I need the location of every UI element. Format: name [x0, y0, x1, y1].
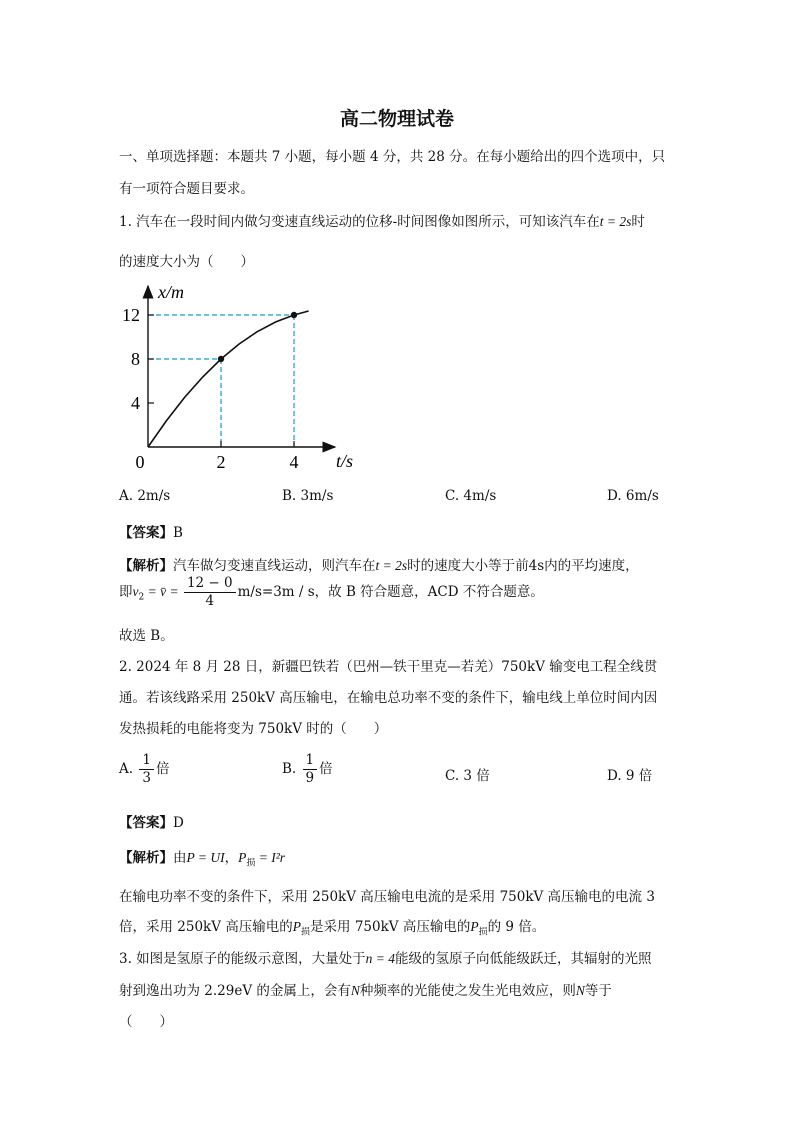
q1-analysis-line2	[119, 575, 544, 610]
q1-answer	[119, 521, 183, 541]
fraction-denominator: 4	[205, 593, 215, 609]
q2-analysis-para1: 在输电功率不变的条件下，采用 250kV 高压输电电流的是采用 750kV 高压输电的电流 3	[119, 889, 655, 905]
para2-text-a: 倍，采用 250kV 高压输电的	[119, 919, 293, 935]
power-equation: P = UI	[186, 850, 225, 865]
para2-subscript: 损	[301, 927, 311, 938]
analysis-text: 汽车做匀变速直线运动，则汽车在	[173, 558, 376, 574]
para2-p-symbol-2: P	[470, 919, 479, 934]
q1-stem-text: 1. 汽车在一段时间内做匀变速直线运动的位移-时间图像如图所示，可知该汽车在	[119, 214, 600, 230]
x-axis-label: t/s	[336, 451, 354, 471]
equation-result: m/s=3m / s	[237, 584, 315, 600]
analysis-prefix: 即	[119, 584, 133, 600]
q2-stem-line1: 2. 2024 年 8 月 28 日，新疆巴铁若（巴州—铁干里克—若羌）750kV 输变电工程全线贯	[119, 659, 658, 675]
q1-t-expression: t = 2s	[599, 214, 632, 229]
para2-subscript-2: 损	[478, 927, 488, 938]
loss-power-symbol: P	[238, 850, 247, 865]
para2-p-symbol: P	[292, 919, 302, 934]
x-tick-label: 4	[289, 452, 299, 472]
answer-value: B	[173, 525, 183, 541]
v2-symbol: v	[132, 584, 139, 599]
analysis-label: 【解析】	[119, 850, 173, 866]
answer-label: 【答案】	[119, 525, 173, 541]
q3-text-c: 射到逸出功为 2.29eV 的金属上，会有	[119, 983, 351, 999]
q3-text-b: 能级的氢原子向低能级跃迁，其辐射的光照	[395, 951, 652, 967]
v2-subscript: 2	[138, 592, 145, 603]
page-title: 高二物理试卷	[339, 108, 454, 130]
q3-n-symbol-2: N	[575, 983, 585, 998]
xt-curve	[148, 311, 309, 447]
analysis-prefix: 由	[173, 850, 187, 866]
loss-equation: = I²r	[255, 850, 286, 865]
option-b-den: 9	[305, 770, 315, 786]
q2-option-c[interactable]: C. 3 倍	[445, 768, 490, 784]
y-tick-label: 4	[131, 393, 140, 413]
analysis-label: 【解析】	[119, 558, 173, 574]
answer-label: 【答案】	[119, 815, 173, 831]
q2-stem-line3: 发热损耗的电能将变为 750kV 时的（ ）	[119, 721, 388, 737]
y-tick-label: 8	[131, 349, 140, 369]
q2-stem-line2: 通。若该线路采用 250kV 高压输电，在输电总功率不变的条件下，输电线上单位时间内因	[119, 690, 658, 706]
q1-option-a[interactable]: A. 2m/s	[119, 488, 171, 504]
loss-subscript: 损	[246, 858, 256, 869]
q3-stem-line3: （ ）	[119, 1014, 173, 1030]
velocity-fraction	[184, 575, 236, 610]
data-point-1	[291, 312, 297, 318]
q1-stem-line1	[119, 210, 645, 230]
option-a-den: 3	[142, 770, 151, 786]
q2-option-b[interactable]	[282, 752, 333, 787]
answer-value: D	[173, 815, 184, 831]
q1-option-b[interactable]: B. 3m/s	[282, 488, 334, 504]
q3-stem-line2	[119, 979, 612, 999]
q1-analysis-line1	[119, 554, 639, 574]
q2-analysis-para2	[119, 915, 545, 938]
q1-conclusion: 故选 B。	[119, 628, 174, 644]
analysis-conclusion-text: ，故 B 符合题意，ACD 不符合题意。	[314, 584, 544, 600]
fraction-numerator: 12 − 0	[184, 575, 236, 593]
analysis-t-expr: t = 2s	[375, 558, 408, 573]
q2-answer	[119, 811, 184, 831]
data-point-0	[218, 356, 224, 362]
q3-n-symbol: N	[350, 983, 360, 998]
q1-stem-line2: 的速度大小为（ ）	[119, 254, 254, 270]
option-a-label: A.	[119, 761, 134, 777]
q1-stem-suffix: 时	[631, 214, 645, 230]
option-b-label: B.	[282, 761, 297, 777]
option-b-fraction	[303, 752, 318, 787]
y-axis-label: x/m	[158, 282, 184, 302]
equals-vbar: = v̄ =	[144, 584, 182, 599]
q3-text-d: 种频率的光能使之发生光电效应，则	[359, 983, 576, 999]
section-heading-line2: 有一项符合题目要求。	[119, 181, 254, 197]
para2-text-b: 是采用 750kV 高压输电的	[310, 919, 471, 935]
q3-text-e: 等于	[584, 983, 612, 999]
y-tick-label: 12	[122, 305, 140, 325]
option-b-unit: 倍	[319, 761, 333, 777]
option-a-num: 1	[139, 752, 154, 770]
origin-label: 0	[135, 452, 145, 472]
q1-option-c[interactable]: C. 4m/s	[445, 488, 497, 504]
q1-option-d[interactable]: D. 6m/s	[607, 488, 659, 504]
q2-option-d[interactable]: D. 9 倍	[607, 768, 653, 784]
section-heading-line1: 一、单项选择题：本题共 7 小题，每小题 4 分，共 28 分。在每小题给出的四个选项中，只	[119, 149, 666, 165]
q3-n-expr: n = 4	[365, 951, 396, 966]
comma: ，	[224, 850, 239, 866]
analysis-text-2: 时的速度大小等于前4s内的平均速度，	[407, 558, 639, 574]
q3-text-a: 3. 如图是氢原子的能级示意图，大量处于	[119, 951, 366, 967]
q2-option-a[interactable]	[119, 752, 169, 787]
x-tick-label: 2	[216, 452, 226, 472]
option-a-fraction	[139, 752, 154, 787]
para2-text-c: 的 9 倍。	[487, 919, 546, 935]
q3-stem-line1	[119, 947, 652, 967]
option-b-num: 1	[303, 752, 318, 770]
option-a-unit: 倍	[155, 761, 170, 777]
q2-analysis	[119, 846, 285, 869]
q1-xt-graph	[110, 278, 370, 478]
